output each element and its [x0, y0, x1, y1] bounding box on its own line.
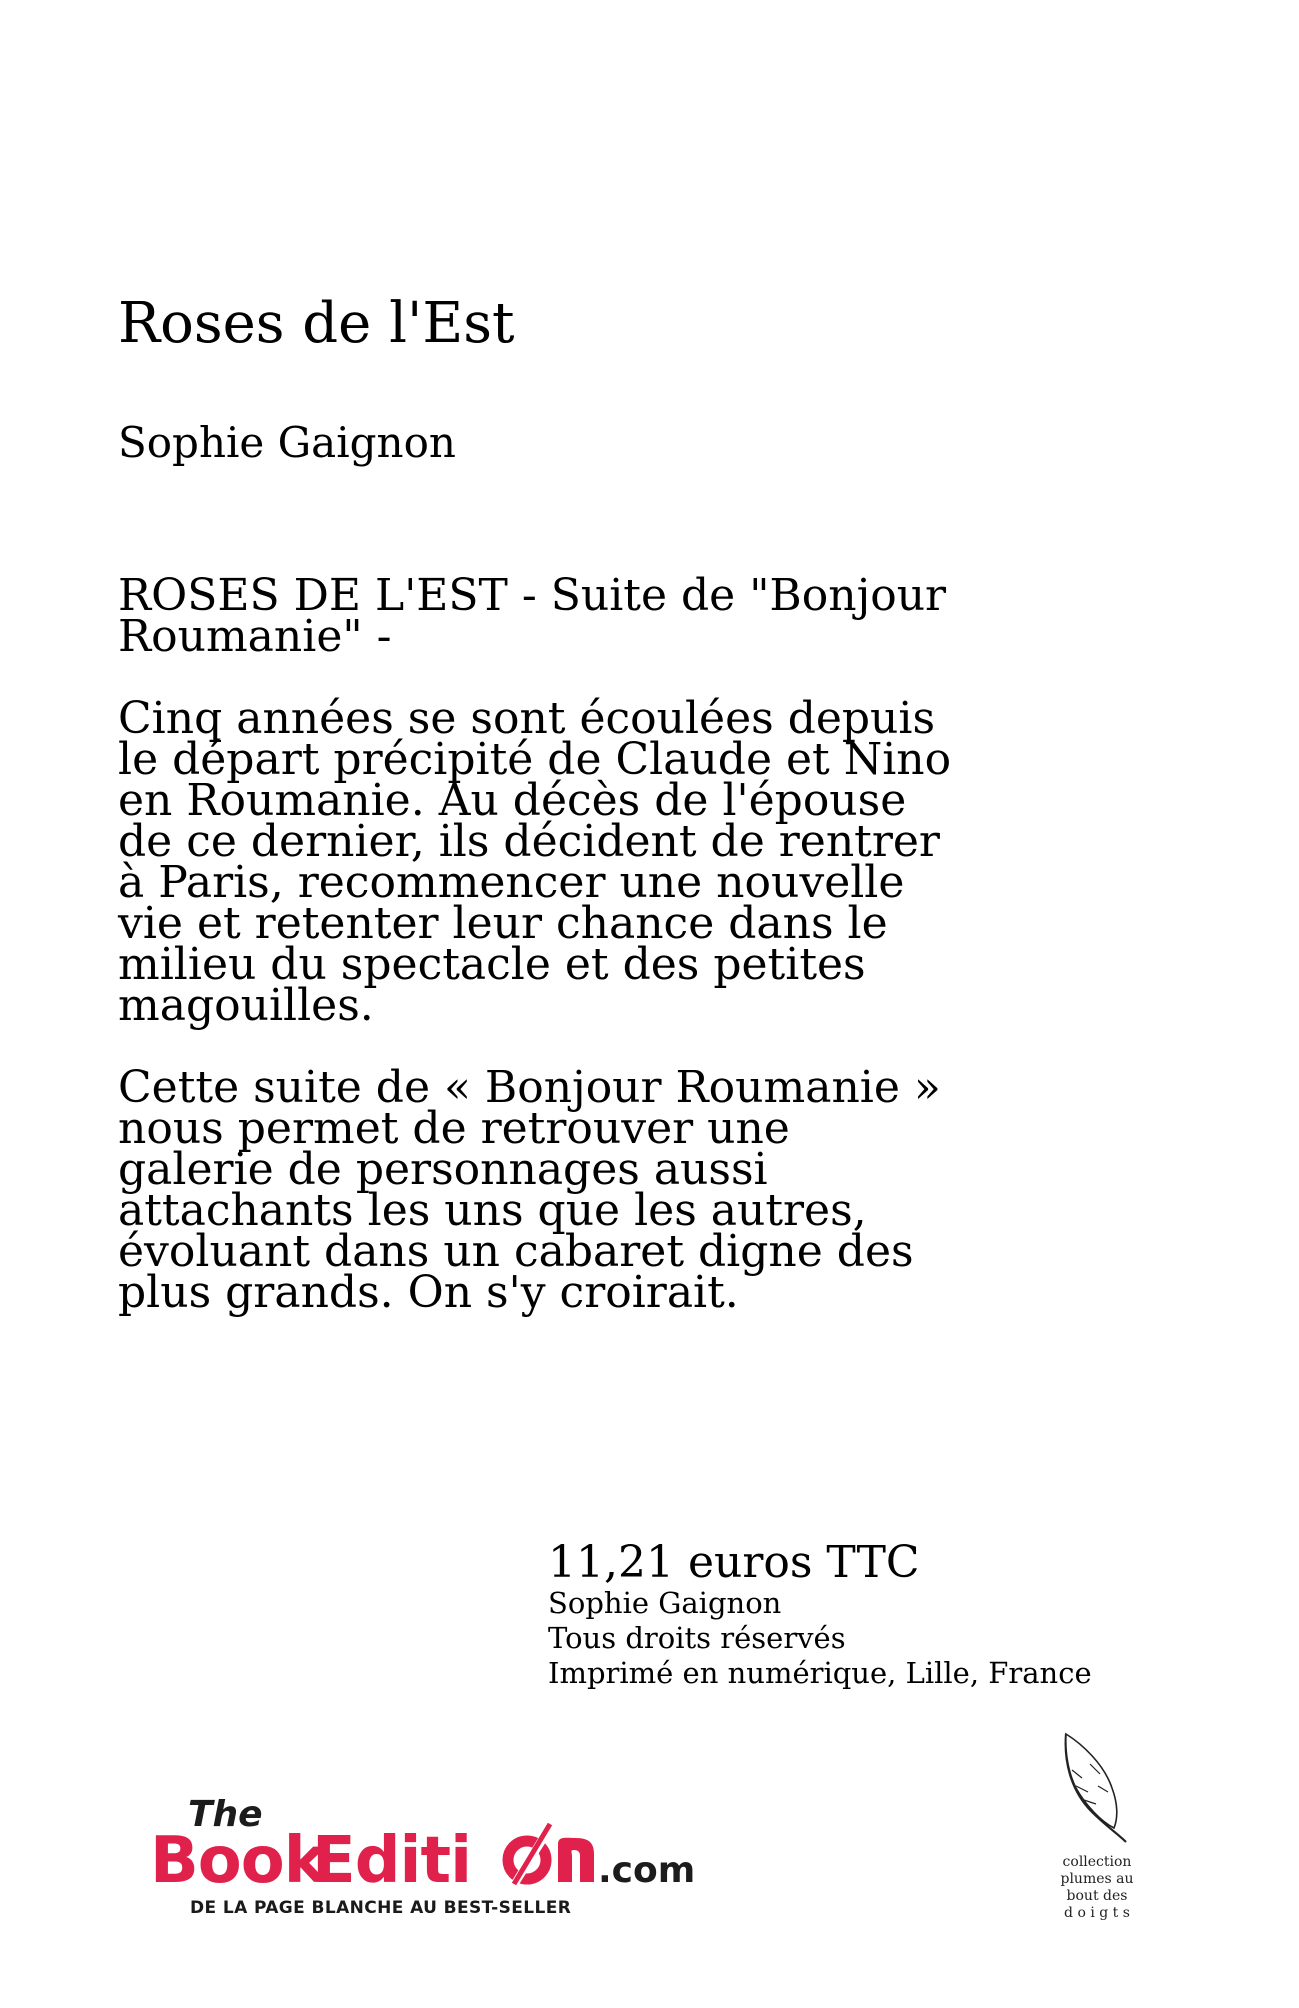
collection-line: d o i g t s: [1064, 1905, 1130, 1921]
rights-notice: Tous droits réservés: [548, 1621, 846, 1655]
printing-notice: Imprimé en numérique, Lille, France: [548, 1656, 1092, 1690]
logo-the: The: [188, 1794, 263, 1835]
colophon: [548, 1537, 1148, 1691]
feather-icon: [1052, 1730, 1142, 1845]
book-author: Sophie Gaignon: [118, 418, 456, 467]
collection-mark: [1052, 1854, 1142, 1922]
logo-letter-n: [558, 1838, 594, 1882]
blurb-paragraph: Cette suite de « Bonjour Roumanie » nous permet de retrouver une galerie de personnages aussi attachants les uns que les autres, évoluant dans un cabaret digne des plus grands. On s'y croirait.: [118, 1062, 941, 1318]
publisher-tagline: DE LA PAGE BLANCHE AU BEST-SELLER: [190, 1898, 572, 1918]
collection-line: bout des: [1066, 1888, 1128, 1904]
logo-book: Book: [150, 1824, 326, 1896]
price-label: 11,21 euros TTC: [548, 1537, 920, 1588]
blurb-paragraph: Cinq années se sont écoulées depuis le départ précipité de Claude et Nino en Roumanie. Au décès de l'épouse de ce dernier, ils décident de rentrer à Paris, recommencer une nouvelle vie et retenter leur chance dans le milieu du spectacle et des petites magouilles.: [118, 693, 952, 1031]
collection-line: collection: [1062, 1854, 1132, 1870]
publisher-logo: [150, 1786, 710, 1896]
book-title: Roses de l'Est: [118, 291, 515, 356]
logo-edition: Editi: [312, 1824, 471, 1896]
logo-quill-o: [508, 1822, 556, 1886]
book-blurb: [118, 570, 958, 1354]
colophon-author: Sophie Gaignon: [548, 1586, 782, 1620]
logo-dotcom: .com: [598, 1850, 696, 1891]
blurb-heading: ROSES DE L'EST - Suite de "Bonjour Roumanie" -: [118, 570, 947, 662]
collection-line: plumes au: [1060, 1871, 1134, 1887]
